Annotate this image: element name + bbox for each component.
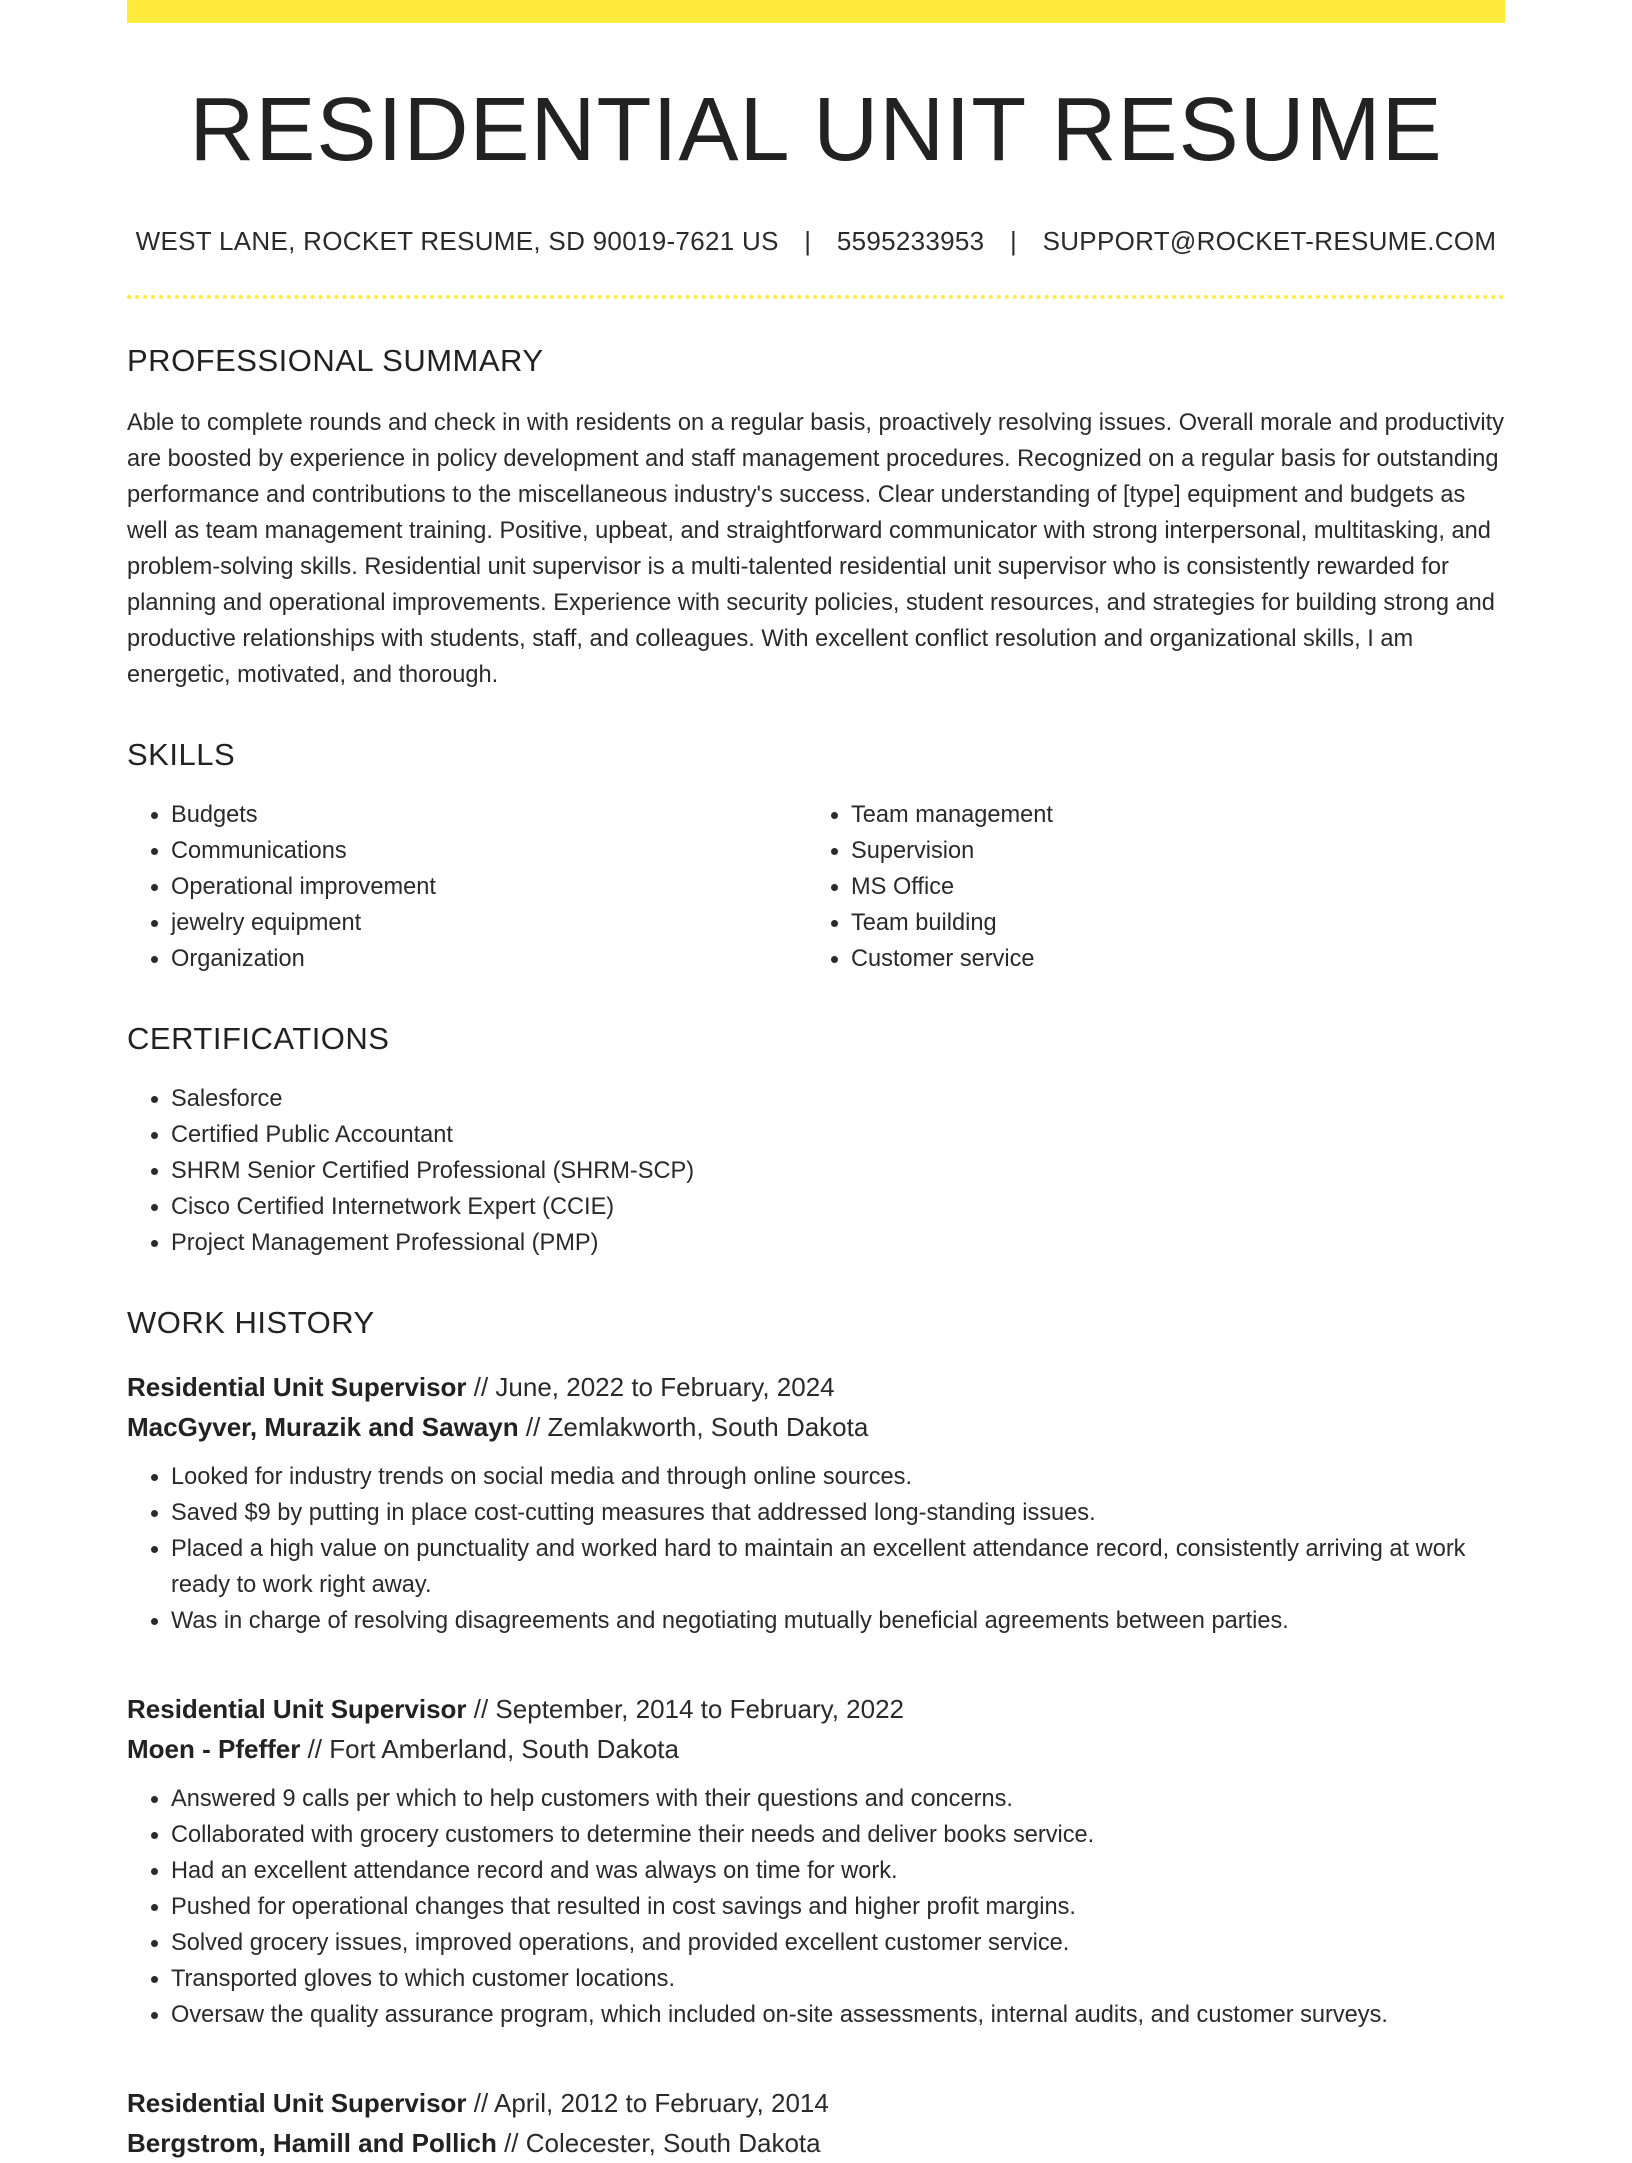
contact-separator: |: [804, 226, 812, 256]
job-entry: [127, 1367, 1505, 1639]
accent-top-bar: [127, 0, 1505, 23]
contact-separator: |: [1009, 226, 1018, 256]
job-role-line: [127, 2083, 1505, 2123]
certification-item: • Salesforce: [171, 1081, 1505, 1117]
certification-item: • Cisco Certified Internetwork Expert (CCIE): [171, 1189, 1505, 1225]
job-location: // Zemlakworth, South Dakota: [518, 1412, 869, 1442]
job-company-line: [127, 1729, 1505, 1769]
certification-item: • Project Management Professional (PMP): [171, 1225, 1505, 1261]
job-dates: // April, 2012 to February, 2014: [466, 2088, 829, 2118]
contact-phone: 5595233953: [836, 226, 985, 256]
skill-item: • Team building: [851, 905, 1451, 941]
job-duty-item: • Solved grocery issues, improved operations, and provided excellent customer service.: [171, 1925, 1505, 1961]
skill-item: • MS Office: [851, 869, 1451, 905]
skill-item: • Customer service: [851, 941, 1451, 977]
job-duty-item: • Pushed for operational changes that resulted in cost savings and higher profit margins.: [171, 1889, 1505, 1925]
job-duty-item: • Had an excellent attendance record and was always on time for work.: [171, 1853, 1505, 1889]
summary-text: Able to complete rounds and check in with residents on a regular basis, proactively resolving issues. Overall morale and productivity are boosted by experience in policy development and staff management procedures. Recognized on a regular basis for outstanding performance and contributions to the miscellaneous industry's success. Clear understanding of [type] equipment and budgets as well as team management training. Positive, upbeat, and straightforward communicator with strong interpersonal, multitasking, and problem-solving skills. Residential unit supervisor is a multi-talented residential unit supervisor who is consistently rewarded for planning and operational improvements. Experience with security policies, student resources, and strategies for building strong and productive relationships with students, staff, and colleagues. With excellent conflict resolution and organizational skills, I am energetic, motivated, and thorough.: [127, 410, 1504, 688]
work-history-heading: WORK HISTORY: [127, 1305, 375, 1340]
job-role: Residential Unit Supervisor: [127, 1372, 467, 1402]
job-duties-list: [127, 1459, 1505, 1639]
skill-item: • jewelry equipment: [171, 905, 807, 941]
skills-list-left: [127, 797, 807, 977]
skills-grid: [127, 797, 1505, 977]
contact-line: [127, 226, 1505, 257]
job-role: Residential Unit Supervisor: [127, 2088, 467, 2118]
job-location: // Colecester, South Dakota: [496, 2128, 821, 2158]
job-duties-list: [127, 1781, 1505, 2033]
job-company-line: [127, 2123, 1505, 2163]
skills-section: [127, 737, 1505, 977]
job-duty-item: • Answered 9 calls per which to help customers with their questions and concerns.: [171, 1781, 1505, 1817]
job-location: // Fort Amberland, South Dakota: [300, 1734, 679, 1764]
certifications-heading: CERTIFICATIONS: [127, 1021, 390, 1056]
job-company: Moen - Pfeffer: [127, 1734, 301, 1764]
skill-item: • Operational improvement: [171, 869, 807, 905]
skill-item: • Communications: [171, 833, 807, 869]
job-duty-item: • Placed a high value on punctuality and worked hard to maintain an excellent attendance record, consistently arriving at work ready to work right away.: [171, 1531, 1505, 1603]
resume-page: [127, 0, 1505, 2163]
skill-item: • Budgets: [171, 797, 807, 833]
contact-address: WEST LANE, ROCKET RESUME, SD 90019-7621 US: [135, 226, 779, 256]
job-role: Residential Unit Supervisor: [127, 1694, 467, 1724]
certification-item: • Certified Public Accountant: [171, 1117, 1505, 1153]
job-role-line: [127, 1367, 1505, 1407]
job-entry: [127, 2083, 1505, 2163]
resume-title: RESIDENTIAL UNIT RESUME: [189, 80, 1443, 180]
skills-list-right: [807, 797, 1451, 977]
certifications-list: [127, 1081, 1505, 1261]
contact-email: SUPPORT@ROCKET-RESUME.COM: [1042, 226, 1497, 256]
summary-heading: PROFESSIONAL SUMMARY: [127, 343, 544, 378]
skill-item: • Team management: [851, 797, 1451, 833]
skills-heading: SKILLS: [127, 737, 236, 772]
job-dates: // June, 2022 to February, 2024: [466, 1372, 835, 1402]
job-entry: [127, 1689, 1505, 2033]
skill-item: • Organization: [171, 941, 807, 977]
certification-item: • SHRM Senior Certified Professional (SHRM-SCP): [171, 1153, 1505, 1189]
job-role-line: [127, 1689, 1505, 1729]
job-dates: // September, 2014 to February, 2022: [466, 1694, 904, 1724]
skill-item: • Supervision: [851, 833, 1451, 869]
header-divider: [127, 295, 1505, 299]
job-duty-item: • Saved $9 by putting in place cost-cutting measures that addressed long-standing issues.: [171, 1495, 1505, 1531]
job-duty-item: • Transported gloves to which customer locations.: [171, 1961, 1505, 1997]
job-duty-item: • Looked for industry trends on social media and through online sources.: [171, 1459, 1505, 1495]
job-duty-item: • Oversaw the quality assurance program, which included on-site assessments, internal audits, and customer surveys.: [171, 1997, 1505, 2033]
job-duty-item: • Collaborated with grocery customers to determine their needs and deliver books service.: [171, 1817, 1505, 1853]
job-company-line: [127, 1407, 1505, 1447]
work-history-section: [127, 1305, 1505, 2163]
job-company: MacGyver, Murazik and Sawayn: [127, 1412, 519, 1442]
job-duty-item: • Was in charge of resolving disagreements and negotiating mutually beneficial agreements between parties.: [171, 1603, 1505, 1639]
summary-section: [127, 343, 1505, 693]
certifications-section: [127, 1021, 1505, 1261]
job-company: Bergstrom, Hamill and Pollich: [127, 2128, 497, 2158]
